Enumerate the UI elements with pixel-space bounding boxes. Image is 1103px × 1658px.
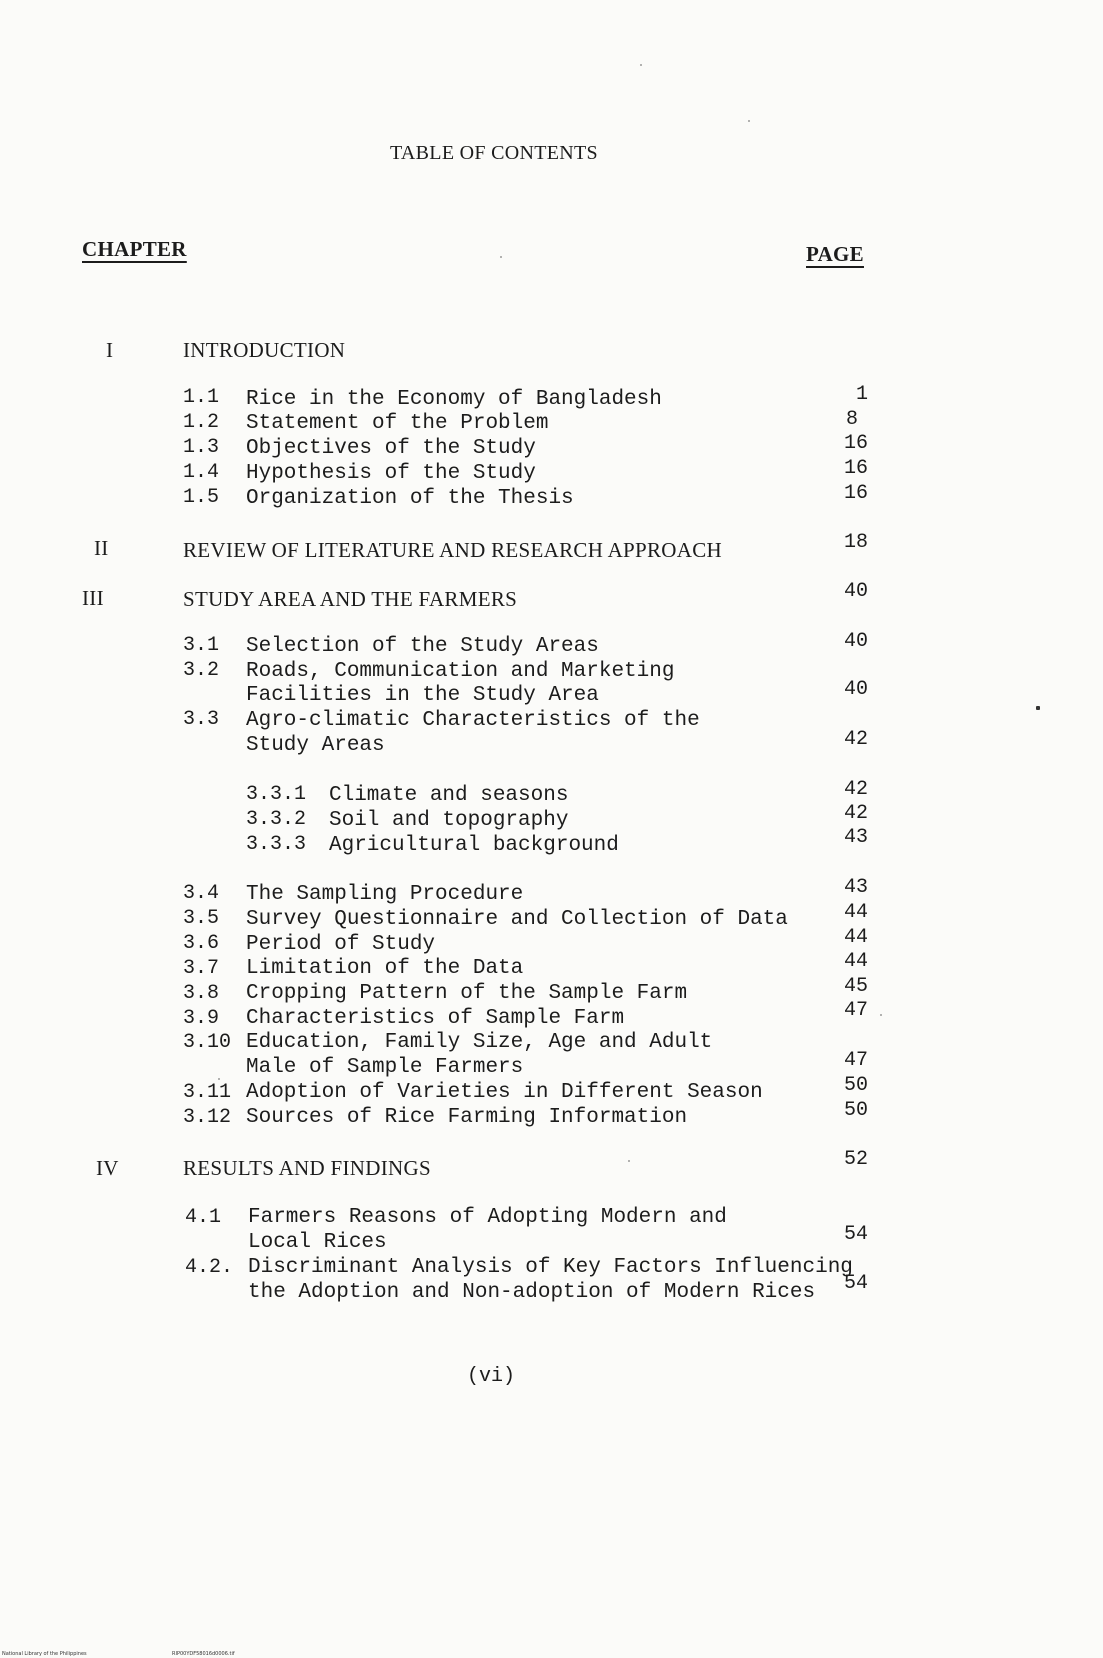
section-number: 3.7: [183, 957, 220, 980]
page-number-entry: 42: [843, 728, 868, 751]
section-number: 3.3: [183, 708, 220, 731]
section-title: Survey Questionnaire and Collection of Data: [246, 908, 788, 931]
section-title: Cropping Pattern of the Sample Farm: [246, 982, 688, 1005]
page-number-entry: 40: [843, 678, 868, 701]
chapter-numeral: II: [94, 536, 109, 560]
scan-speck: [500, 256, 502, 258]
page-number-entry: 45: [843, 975, 868, 998]
scan-speck: [640, 64, 642, 66]
scan-footer-filename: RIP00YDF58016d0006.tif: [172, 1651, 235, 1657]
page-number-entry: 50: [843, 1099, 868, 1122]
page-number-entry: 42: [843, 802, 868, 825]
section-number: 1.5: [183, 486, 220, 509]
scan-speck: [628, 1160, 630, 1162]
section-title: Discriminant Analysis of Key Factors Influencing: [248, 1256, 853, 1279]
section-number: 1.4: [183, 461, 220, 484]
section-title-continued: Local Rices: [248, 1231, 387, 1254]
page-number-entry: 47: [843, 1049, 868, 1072]
chapter-numeral: III: [82, 586, 104, 610]
section-number: 4.2.: [185, 1256, 234, 1279]
page-number-entry: 40: [843, 580, 868, 603]
scan-speck: [218, 1078, 220, 1080]
section-number: 1.2: [183, 411, 220, 434]
section-title: Agro-climatic Characteristics of the: [246, 709, 700, 732]
page-number-entry: 54: [843, 1223, 868, 1246]
section-number: 3.1: [183, 634, 220, 657]
subsection-number: 3.3.3: [246, 833, 307, 856]
section-title: Objectives of the Study: [246, 437, 536, 460]
section-title: Sources of Rice Farming Information: [246, 1106, 688, 1129]
section-number: 3.8: [183, 982, 220, 1005]
section-title: Roads, Communication and Marketing: [246, 660, 675, 683]
chapter-title: INTRODUCTION: [183, 338, 346, 362]
chapter-numeral: I: [106, 338, 114, 362]
section-title: Hypothesis of the Study: [246, 462, 536, 485]
section-number: 3.9: [183, 1007, 220, 1030]
chapter-column-header: CHAPTER: [82, 237, 187, 261]
section-number: 4.1: [185, 1206, 222, 1229]
section-number: 3.6: [183, 932, 220, 955]
page-number-entry: 50: [843, 1074, 868, 1097]
page-number-entry: 44: [843, 926, 868, 949]
section-number: 3.12: [183, 1106, 232, 1129]
section-title: Organization of the Thesis: [246, 487, 574, 510]
page-number-entry: 16: [843, 482, 868, 505]
page-number-entry: 18: [843, 531, 868, 554]
page-title: TABLE OF CONTENTS: [390, 142, 598, 164]
section-title-continued: the Adoption and Non-adoption of Modern Rices: [248, 1281, 816, 1304]
page-number-entry: 43: [843, 826, 868, 849]
page-number-entry: 42: [843, 778, 868, 801]
section-number: 3.2: [183, 659, 220, 682]
page-number-entry: 16: [843, 457, 868, 480]
section-number: 3.5: [183, 907, 220, 930]
subsection-title: Soil and topography: [329, 809, 569, 832]
page-number-entry: 16: [843, 432, 868, 455]
section-title-continued: Male of Sample Farmers: [246, 1056, 524, 1079]
section-number: 3.11: [183, 1081, 232, 1104]
section-number: 3.10: [183, 1031, 232, 1054]
page-number-entry: 1: [855, 383, 868, 406]
section-number: 3.4: [183, 882, 220, 905]
page-number-entry: 54: [843, 1272, 868, 1295]
page-number: (vi): [467, 1365, 516, 1388]
page-number-entry: 44: [843, 950, 868, 973]
subsection-title: Climate and seasons: [329, 784, 569, 807]
scan-footer-library: National Library of the Philippines: [2, 1651, 87, 1657]
page-number-entry: 47: [843, 999, 868, 1022]
section-title: Rice in the Economy of Bangladesh: [246, 388, 662, 411]
chapter-title: RESULTS AND FINDINGS: [183, 1156, 431, 1180]
page-number-entry: 52: [843, 1148, 868, 1171]
chapter-title: REVIEW OF LITERATURE AND RESEARCH APPROACH: [183, 538, 723, 562]
section-title: Adoption of Varieties in Different Season: [246, 1081, 763, 1104]
section-title: The Sampling Procedure: [246, 883, 524, 906]
subsection-title: Agricultural background: [329, 834, 619, 857]
scan-speck: [748, 120, 750, 122]
chapter-title: STUDY AREA AND THE FARMERS: [183, 587, 518, 611]
section-title: Education, Family Size, Age and Adult: [246, 1031, 713, 1054]
scan-speck: [880, 1014, 882, 1016]
page-number-entry: 40: [843, 630, 868, 653]
page-number-entry: 43: [843, 876, 868, 899]
page-number-entry: 8: [845, 408, 858, 431]
section-title-continued: Facilities in the Study Area: [246, 684, 599, 707]
section-title: Selection of the Study Areas: [246, 635, 599, 658]
section-title: Period of Study: [246, 933, 436, 956]
section-number: 1.1: [183, 386, 220, 409]
chapter-numeral: IV: [96, 1156, 119, 1180]
scan-speck: [1036, 706, 1040, 710]
section-title: Characteristics of Sample Farm: [246, 1007, 625, 1030]
section-number: 1.3: [183, 436, 220, 459]
page-column-header: PAGE: [806, 242, 864, 266]
page-number-entry: 44: [843, 901, 868, 924]
section-title: Farmers Reasons of Adopting Modern and: [248, 1206, 727, 1229]
section-title: Limitation of the Data: [246, 957, 524, 980]
section-title-continued: Study Areas: [246, 734, 385, 757]
subsection-number: 3.3.2: [246, 808, 307, 831]
subsection-number: 3.3.1: [246, 783, 307, 806]
section-title: Statement of the Problem: [246, 412, 549, 435]
